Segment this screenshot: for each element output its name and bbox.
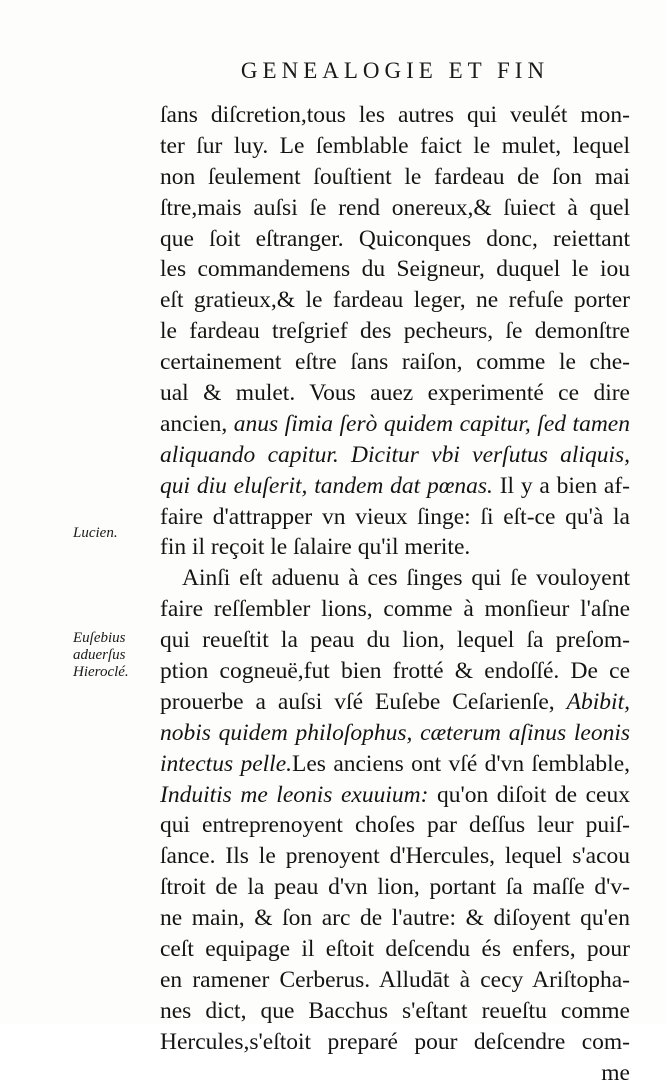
text-segment: le fardeau treſgrief des pecheurs, ſe demonſtre <box>160 318 630 345</box>
text-segment: qui reueſtit la peau du lion, lequel ſa preſom- <box>160 627 630 654</box>
text-segment: que ſoit eſtranger. Quiconques donc, reiettant <box>160 225 630 252</box>
text-line <box>160 965 630 996</box>
text-line <box>160 1027 630 1058</box>
text-segment: certainement eſtre ſans raiſon, comme le che- <box>160 349 630 376</box>
text-line <box>160 749 630 780</box>
text-line <box>160 656 630 687</box>
text-segment: ter ſur luy. Le ſemblable faict le mulet, lequel <box>160 132 630 159</box>
text-line <box>160 378 630 409</box>
text-segment: ſance. Ils le prenoyent d'Hercules, lequel s'acou <box>160 843 630 870</box>
text-segment: qu'on diſoit de ceux <box>428 781 630 808</box>
text-line <box>160 563 630 594</box>
italic-text-segment: Abibit, <box>566 688 630 715</box>
text-line <box>160 131 630 162</box>
text-line <box>160 100 630 131</box>
text-line <box>160 594 630 625</box>
italic-text-segment: anus ſimia ſerò quidem capitur, ſed tamen <box>233 410 630 437</box>
text-line <box>160 532 630 563</box>
catchword: me <box>601 1059 630 1086</box>
text-segment: ancien, <box>160 410 234 437</box>
text-segment: eſt gratieux,& le fardeau leger, ne refuſe porter <box>160 287 630 314</box>
text-line <box>160 841 630 872</box>
text-line <box>160 440 630 471</box>
margin-note-eusebius <box>73 630 129 681</box>
text-line <box>160 996 630 1027</box>
text-line <box>160 224 630 255</box>
text-segment: faire d'attrapper vn vieux ſinge: ſi eſt-ce qu'à la <box>160 503 630 530</box>
text-line <box>160 872 630 903</box>
margin-note-lucien <box>73 525 118 542</box>
text-line <box>160 934 630 965</box>
text-line <box>160 285 630 316</box>
text-line <box>160 254 630 285</box>
text-line <box>160 193 630 224</box>
text-line <box>160 780 630 811</box>
text-segment: prouerbe a auſsi vſé Euſebe Ceſarienſe, <box>160 688 567 715</box>
text-segment: les commandemens du Seigneur, duquel le iou <box>160 256 630 283</box>
margin-note-line: Euſebius <box>73 630 126 646</box>
text-line <box>160 718 630 749</box>
text-segment: ne main, & ſon arc de l'autre: & diſoyent qu'en <box>160 905 630 932</box>
margin-note-line: Lucien. <box>73 525 118 541</box>
margin-note-line: aduerſus <box>73 647 126 663</box>
text-segment: Hercules,s'eſtoit preparé pour deſcendre com- <box>160 1028 630 1055</box>
text-segment: Ainſi eſt aduenu à ces ſinges qui ſe vouloyent <box>182 565 630 592</box>
text-line <box>160 471 630 502</box>
text-segment: Il y a bien af- <box>492 472 630 499</box>
text-segment: fin il reçoit le ſalaire qu'il merite. <box>160 534 471 561</box>
text-segment: faire reſſembler lions, comme à monſieur l'aſne <box>160 596 630 623</box>
text-segment: ſtre,mais auſsi ſe rend onereux,& ſuiect à quel <box>160 194 630 221</box>
text-line <box>160 347 630 378</box>
text-line <box>160 162 630 193</box>
text-segment: non ſeulement ſouſtient le fardeau de ſon mai <box>160 163 630 190</box>
running-title: GENEALOGIE ET FIN <box>240 58 550 83</box>
text-segment: ſans diſcretion,tous les autres qui veulét mon- <box>160 102 630 128</box>
text-line <box>160 625 630 656</box>
italic-text-segment: nobis quidem philoſophus, cæterum aſinus leonis <box>160 719 630 746</box>
text-segment: en ramener Cerberus. Alludāt à cecy Ariſtopha- <box>160 966 630 993</box>
text-segment: ceſt equipage il eſtoit deſcendu és enfers, pour <box>160 936 630 963</box>
text-segment: ual & mulet. Vous auez experimenté ce dire <box>160 380 630 407</box>
margin-note-line: Hieroclé. <box>73 664 129 680</box>
text-segment: ſtroit de la peau d'vn lion, portant ſa maſſe d'v- <box>160 874 630 901</box>
italic-text-segment: aliquando capitur. Dicitur vbi verſutus aliquis, <box>160 441 630 468</box>
text-line <box>160 810 630 841</box>
body-text <box>160 100 630 1089</box>
text-line <box>160 316 630 347</box>
text-line <box>160 502 630 533</box>
text-segment: ption cogneuë,fut bien frotté & endoſſé. De ce <box>160 658 630 685</box>
text-line <box>160 687 630 718</box>
italic-text-segment: Induitis me leonis exuuium: <box>160 781 429 808</box>
text-segment: qui entreprenoyent choſes par deſſus leur puiſ- <box>160 812 630 839</box>
text-segment: Les anciens ont vſé d'vn ſemblable, <box>292 750 630 777</box>
italic-text-segment: intectus pelle. <box>160 750 293 777</box>
italic-text-segment: qui diu eluſerit, tandem dat pœnas. <box>160 472 493 499</box>
text-line <box>160 903 630 934</box>
text-segment: nes dict, que Bacchus s'eſtant reueſtu comme <box>160 997 630 1024</box>
text-line <box>160 409 630 440</box>
